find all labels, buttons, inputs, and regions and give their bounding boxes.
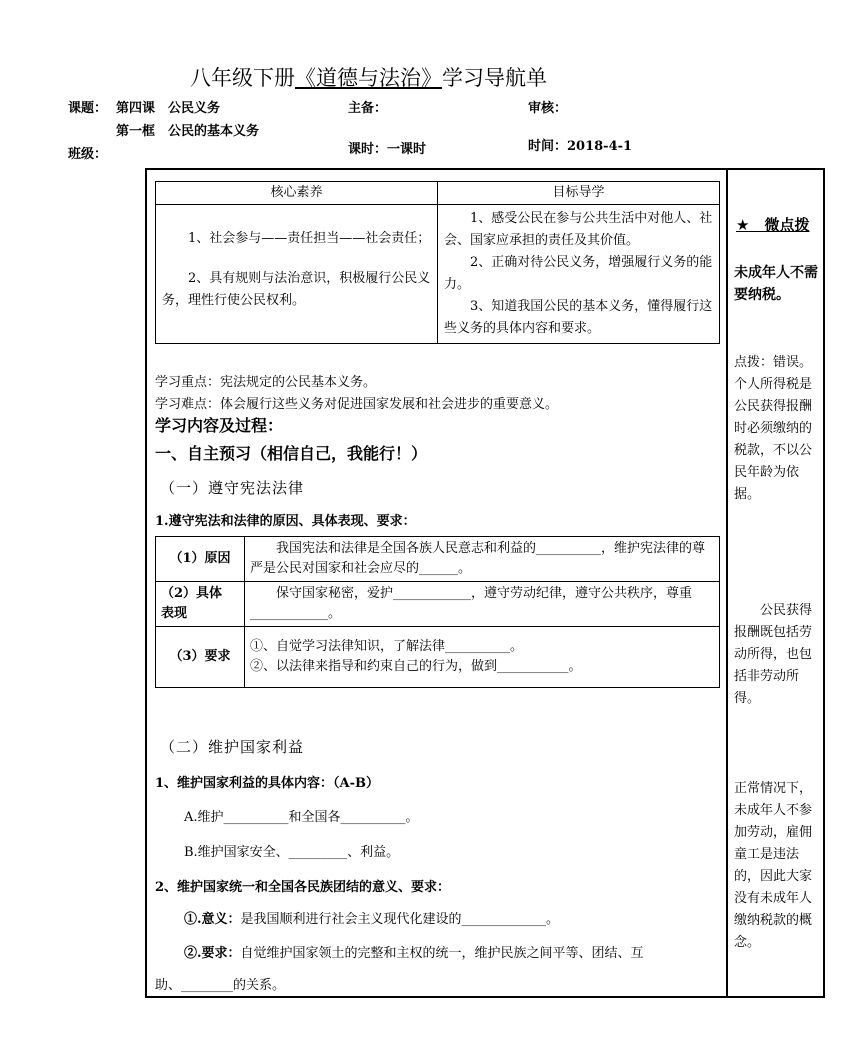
section2-requirement (184, 942, 644, 961)
process-heading: 学习内容及过程： (155, 416, 284, 435)
tip-note-3: 正常情况下，未成年人不参加劳动，雇佣童工是违法的，因此大家没有未成年人缴纳税款的概念。 (734, 781, 813, 950)
part1-heading: 一、自主预习（相信自己，我能行！） (155, 444, 428, 463)
core-literacy-cell (156, 205, 438, 344)
review-label: 审核： (528, 101, 568, 116)
law-reason-text (245, 537, 720, 582)
class-label: 班级： (68, 147, 108, 162)
section2-item-b: B.维护国家安全、_________、利益。 (184, 845, 400, 860)
law-behavior-content: 保守国家秘密，爱护____________，遵守劳动纪律，遵守公共秩序，尊重____________。 (250, 586, 693, 621)
law-requirement-line1: ①、自觉学习法律知识，了解法律__________。 (250, 639, 524, 654)
law-reason-content: 我国宪法和法律是全国各族人民意志和利益的__________，维护宪法律的尊严是公民对国家和社会应尽的______。 (250, 541, 706, 576)
tip-note-2: 公民获得报酬既包括劳动所得，也包括非劳动所得。 (734, 603, 813, 706)
period-label: 课时：一课时 (348, 142, 427, 157)
goals-cell (438, 205, 720, 344)
core-goals-table (155, 181, 720, 344)
title-grade: 八年级下册 (190, 66, 295, 90)
page-title (190, 62, 547, 92)
prep-label: 主备： (348, 101, 388, 116)
law-behavior-text (245, 582, 720, 627)
section2-question-2: 2、维护国家统一和全国各民族团结的意义、要求： (155, 880, 451, 895)
meaning-label: ①.意义： (184, 912, 241, 927)
goal-item-1: 1、感受公民在参与公共生活中对他人、社会、国家应承担的责任及其价值。 (444, 211, 713, 248)
law-behavior-key-line1: （2）具体 (161, 586, 223, 601)
question-1: 1.遵守宪法和法律的原因、具体表现、要求： (155, 514, 416, 529)
sidebar-divider (726, 168, 728, 998)
frame-label: 第一框 公民的基本义务 (116, 124, 260, 139)
title-suffix: 学习导航单 (442, 66, 547, 90)
lesson-label: 课题： (68, 101, 108, 116)
requirement-text: 自觉维护国家领土的完整和主权的统一，维护民族之间平等、团结、互 (240, 946, 644, 961)
law-requirement-key: （3）要求 (156, 627, 245, 688)
requirement-label: ②.要求： (184, 946, 241, 961)
tip-heading: ★ 微点拨 (736, 216, 810, 234)
core-item-1: 1、社会参与——责任担当——社会责任； (188, 231, 431, 246)
law-requirement-line2: ②、以法律来指导和约束自己的行为，做到___________。 (250, 659, 582, 674)
section2-requirement-cont: 助、________的关系。 (155, 978, 286, 993)
section2-item-a: A.维护__________和全国各__________。 (184, 810, 419, 825)
study-difficulty: 学习难点：体会履行这些义务对促进国家发展和社会进步的重要意义。 (155, 397, 559, 412)
title-subject: 《道德与法治》 (295, 66, 442, 90)
law-behavior-key-line2: 表现 (161, 606, 188, 621)
study-focus: 学习重点：宪法规定的公民基本义务。 (155, 375, 377, 390)
law-behavior-key (156, 582, 245, 627)
law-requirement-text (245, 627, 720, 688)
law-reason-key: （1）原因 (156, 537, 245, 582)
goal-item-2: 2、正确对待公民义务，增强履行义务的能力。 (444, 255, 713, 292)
core-literacy-header: 核心素养 (156, 182, 438, 205)
goals-header: 目标导学 (438, 182, 720, 205)
lesson-value: 第四课 公民义务 (116, 101, 221, 116)
section2-meaning (184, 908, 559, 927)
date-label: 时间：2018-4-1 (528, 139, 633, 154)
core-item-2: 2、具有规则与法治意识，积极履行公民义务，理性行使公民权利。 (162, 271, 431, 308)
tip-statement: 未成年人不需要纳税。 (734, 265, 818, 303)
section1-heading: （一）遵守宪法法律 (160, 479, 305, 497)
law-table (155, 536, 720, 688)
goal-item-3: 3、知道我国公民的基本义务，懂得履行这些义务的具体内容和要求。 (444, 299, 713, 336)
meaning-text: 是我国顺利进行社会主义现代化建设的_____________。 (240, 912, 560, 927)
section2-question-1: 1、维护国家利益的具体内容：（A-B） (155, 776, 380, 791)
tip-note-1: 点拨：错误。个人所得税是公民获得报酬时必须缴纳的税款，不以公民年龄为依据。 (734, 355, 813, 502)
section2-heading: （二）维护国家利益 (160, 738, 305, 756)
